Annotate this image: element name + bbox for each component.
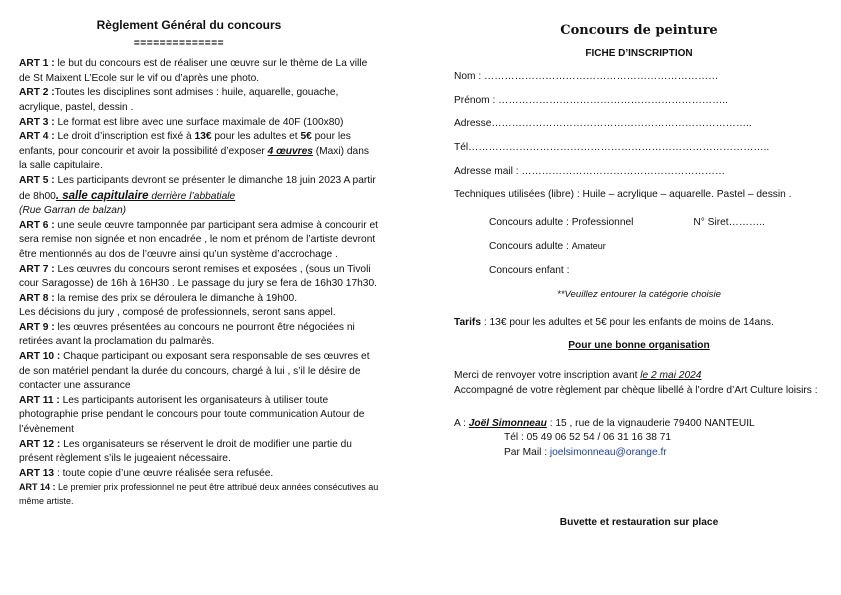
- category-amateur-label: Concours adulte :: [489, 241, 572, 253]
- article-13-text: : toute copie d’une œuvre réalisée sera refusée.: [54, 467, 274, 479]
- contact-tel: Tél : 05 49 06 52 54 / 06 31 16 38 71: [504, 432, 672, 444]
- tel-field[interactable]: Tél……………………………………………………………………………..: [454, 141, 770, 153]
- siret-field[interactable]: N° Siret………..: [693, 216, 765, 228]
- article-12-text: Les organisateurs se réservent le droit de modifier une partie du présent règlement s’ils le jugeaient nécessaire.: [19, 438, 352, 465]
- article-11-label: ART 11 :: [19, 394, 60, 406]
- article-3: [19, 116, 379, 131]
- deadline-date: le 2 mai 2024: [640, 370, 702, 382]
- article-10: [19, 350, 379, 394]
- article-3-label: ART 3 :: [19, 116, 55, 128]
- concours-title: Concours de peinture: [560, 23, 718, 38]
- article-8: [19, 292, 379, 321]
- article-9-label: ART 9 :: [19, 321, 55, 333]
- article-5: [19, 174, 379, 219]
- article-4-text-b: pour les adultes et: [211, 131, 301, 143]
- merci-text-b: Accompagné de votre règlement par chèque libellé à l’ordre d’Art Culture loisirs :: [454, 384, 818, 396]
- article-1-label: ART 1 :: [19, 58, 55, 70]
- category-amateur-type: Amateur: [571, 241, 606, 252]
- contact-mail-label: Par Mail :: [504, 446, 550, 458]
- contact-mail: [454, 446, 824, 461]
- article-12: [19, 438, 379, 467]
- merci-text-a: Merci de renvoyer votre inscription avant: [454, 370, 641, 382]
- article-7-label: ART 7 :: [19, 263, 55, 275]
- techniques-text: Techniques utilisées (libre) : Huile – acrylique – aquarelle. Pastel – dessin .: [454, 189, 792, 201]
- article-6-label: ART 6 :: [19, 219, 55, 231]
- buvette-note: Buvette et restauration sur place: [559, 517, 719, 529]
- article-8-text-2: Les décisions du jury , composé de professionnels, seront sans appel.: [19, 307, 336, 319]
- derriere-abbatiale: derrière l’abbatiale: [148, 190, 236, 202]
- article-2: [19, 86, 379, 115]
- article-13: [19, 467, 379, 482]
- category-adulte-pro[interactable]: [489, 216, 824, 231]
- article-4-text-d: (Maxi) dans la salle capitulaire.: [19, 145, 369, 172]
- fiche-title: FICHE D’INSCRIPTION: [585, 47, 693, 59]
- article-14-label: ART 14 :: [19, 482, 56, 493]
- article-6: [19, 219, 379, 263]
- prenom-field[interactable]: Prénom : …………………………………………………………..: [454, 94, 728, 106]
- article-10-text: Chaque participant ou exposant sera responsable de ses œuvres et de son matériel pendant la durée du concours, chargé à lui , s’il le désire de contacter une assurance: [19, 351, 370, 392]
- article-2-text: Toutes les disciplines sont admises : huile, aquarelle, gouache, acrylique, pastel, dessin .: [19, 87, 339, 113]
- category-pro-type: Professionnel: [571, 216, 634, 228]
- article-4-text-a: Le droit d’inscription est fixé à: [54, 131, 195, 143]
- salle-capitulaire: . salle capitulaire: [55, 189, 149, 202]
- tarifs-line: [454, 316, 824, 331]
- organisation-heading: Pour une bonne organisation: [568, 339, 710, 351]
- category-adulte-label: Concours adulte :: [489, 216, 572, 228]
- mail-field[interactable]: Adresse mail : ……………………………………………………: [454, 165, 726, 177]
- article-8-label: ART 8 :: [19, 292, 55, 304]
- reglement-title: Règlement Général du concours: [96, 18, 282, 32]
- category-note: [454, 288, 824, 303]
- article-1-text: le but du concours est de réaliser une œuvre sur le thème de La ville de St Maixent L’Ecole sur le vif ou d’après une photo.: [19, 58, 368, 84]
- article-5-label: ART 5 :: [19, 174, 55, 186]
- merci-paragraph: [454, 369, 824, 398]
- article-4: [19, 130, 379, 174]
- article-1: [19, 57, 379, 86]
- article-14-text: Le premier prix professionnel ne peut être attribué deux années consécutives au même artiste.: [19, 482, 379, 506]
- child-price: 5€: [300, 131, 312, 143]
- category-enfant[interactable]: Concours enfant :: [489, 264, 570, 276]
- article-10-label: ART 10 :: [19, 351, 61, 363]
- inscription-column: [454, 24, 824, 541]
- article-9-text: les œuvres présentées au concours ne pourront être négociées ni retirées avant la proclamation du palmarès.: [19, 321, 355, 348]
- article-7-text: Les œuvres du concours seront remises et exposées , (sous un Tivoli cour Saragosse) de 16h à 16H30 . Le passage du jury se fera de 16h30 17h30.: [19, 263, 377, 290]
- email-link[interactable]: joelsimonneau@orange.fr: [549, 446, 667, 458]
- article-4-text-c: pour les enfants, pour concourir et avoir la possibilité d’exposer: [19, 131, 351, 157]
- contact-name: Joël Simonneau: [468, 417, 547, 429]
- article-9: [19, 321, 379, 350]
- article-3-text: Le format est libre avec une surface maximale de 40F (100x80): [54, 116, 344, 128]
- article-8-text: la remise des prix se déroulera le dimanche à 19h00.: [54, 292, 298, 304]
- contact-address: [454, 417, 824, 432]
- contact-addr: : 15 , rue de la vignauderie 79400 NANTEUIL: [546, 417, 755, 429]
- adult-price: 13€: [194, 131, 212, 143]
- article-6-text: une seule œuvre tamponnée par participant sera admise à concourir et sera remise non signée et non encadrée , le nom et prénom de l’artiste devront être mentionnés au dos de l’œuvre ainsi qu’un système d’accrochage .: [19, 219, 378, 260]
- nom-field[interactable]: Nom : ……………………………………………………………: [454, 71, 719, 83]
- article-11: [19, 394, 379, 438]
- article-11-text: Les participants autorisent les organisateurs à utiliser toute photographie prise pendant le concours pour toute communication Autour de l’évènement: [19, 394, 365, 436]
- adresse-field[interactable]: Adresse…………………………………………………………………..: [454, 118, 752, 130]
- tarifs-label: Tarifs: [454, 317, 481, 329]
- rue-garran: (Rue Garran de balzan): [19, 205, 127, 217]
- article-12-label: ART 12 :: [19, 438, 61, 450]
- article-14: [19, 481, 379, 508]
- category-note-text: **Veuillez entourer la catégorie choisie: [557, 288, 721, 300]
- article-2-label: ART 2 :: [19, 87, 55, 99]
- article-5-text: Les participants devront se présenter le dimanche 18 juin 2023 A partir de 8h00: [19, 174, 376, 202]
- reglement-column: [19, 18, 379, 508]
- article-4-label: ART 4 :: [19, 131, 55, 143]
- title-separator: ==============: [133, 37, 225, 49]
- contact-prefix: A :: [454, 417, 469, 429]
- category-adulte-amateur[interactable]: [489, 239, 824, 255]
- oeuvres-count: 4 œuvres: [267, 145, 313, 157]
- article-13-label: ART 13: [19, 467, 55, 479]
- tarifs-text: : 13€ pour les adultes et 5€ pour les enfants de moins de 14ans.: [481, 317, 774, 329]
- article-7: [19, 263, 379, 292]
